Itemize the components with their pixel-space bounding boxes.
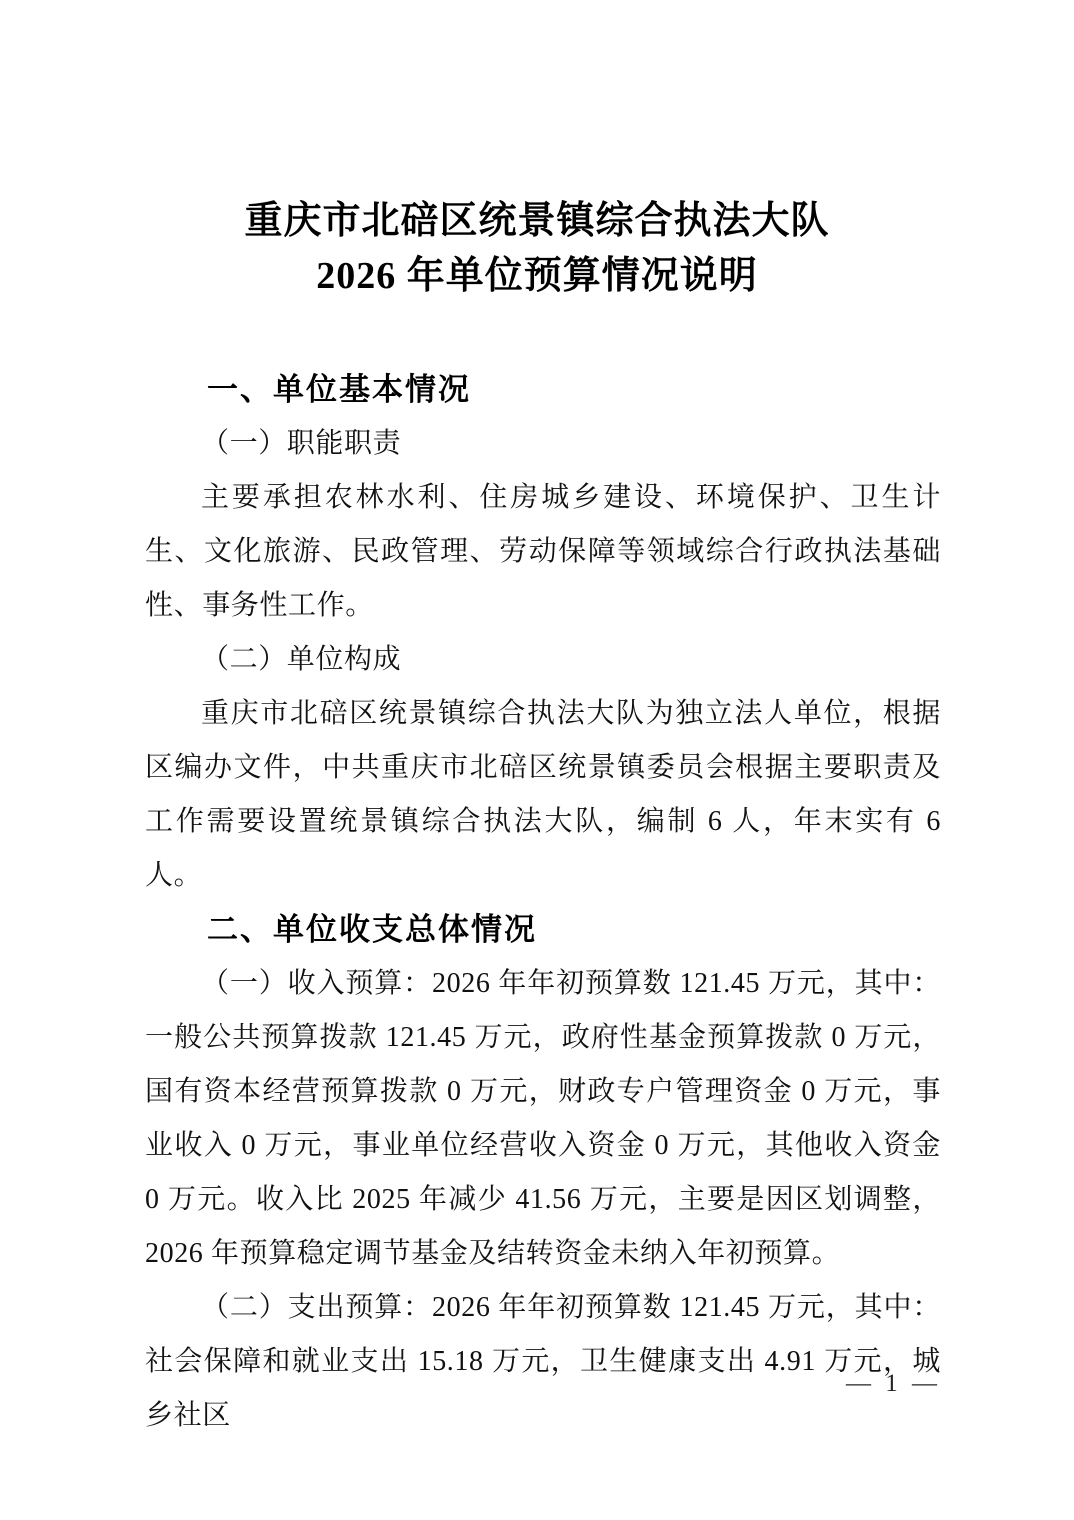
document-title-line-1: 重庆市北碚区统景镇综合执法大队	[244, 200, 830, 242]
document-body	[145, 363, 941, 1443]
subsection-heading-duties: （一）职能职责	[201, 428, 402, 459]
page-number: — 1 —	[846, 1370, 941, 1397]
document-title-line-2: 2026 年单位预算情况说明	[316, 255, 758, 297]
paragraph-expenditure-budget: （二）支出预算：2026 年年初预算数 121.45 万元，其中：社会保障和就业支出 15.18 万元，卫生健康支出 4.91 万元，城乡社区	[145, 1292, 941, 1431]
section-heading-budget-overview: 二、单位收支总体情况	[207, 912, 537, 947]
paragraph-unit-composition: 重庆市北碚区统景镇综合执法大队为独立法人单位，根据区编办文件，中共重庆市北碚区统景镇委员会根据主要职责及工作需要设置统景镇综合执法大队，编制 6 人，年末实有 6 人。	[145, 698, 941, 891]
subsection-heading-unit-composition: （二）单位构成	[201, 644, 402, 675]
document-title	[0, 194, 1074, 304]
section-heading-unit-basic-info: 一、单位基本情况	[207, 372, 471, 407]
paragraph-duties: 主要承担农林水利、住房城乡建设、环境保护、卫生计生、文化旅游、民政管理、劳动保障等领域综合行政执法基础性、事务性工作。	[145, 482, 941, 621]
paragraph-income-budget: （一）收入预算：2026 年年初预算数 121.45 万元，其中：一般公共预算拨款 121.45 万元，政府性基金预算拨款 0 万元，国有资本经营预算拨款 0 万元，财政专户管理资金 0 万元，事业收入 0 万元，事业单位经营收入资金 0 万元，其他收入资金 0 万元。收入比 2025 年减少 41.56 万元，主要是因区划调整，2026 年预算稳定调节基金及结转资金未纳入年初预算。	[145, 968, 941, 1269]
